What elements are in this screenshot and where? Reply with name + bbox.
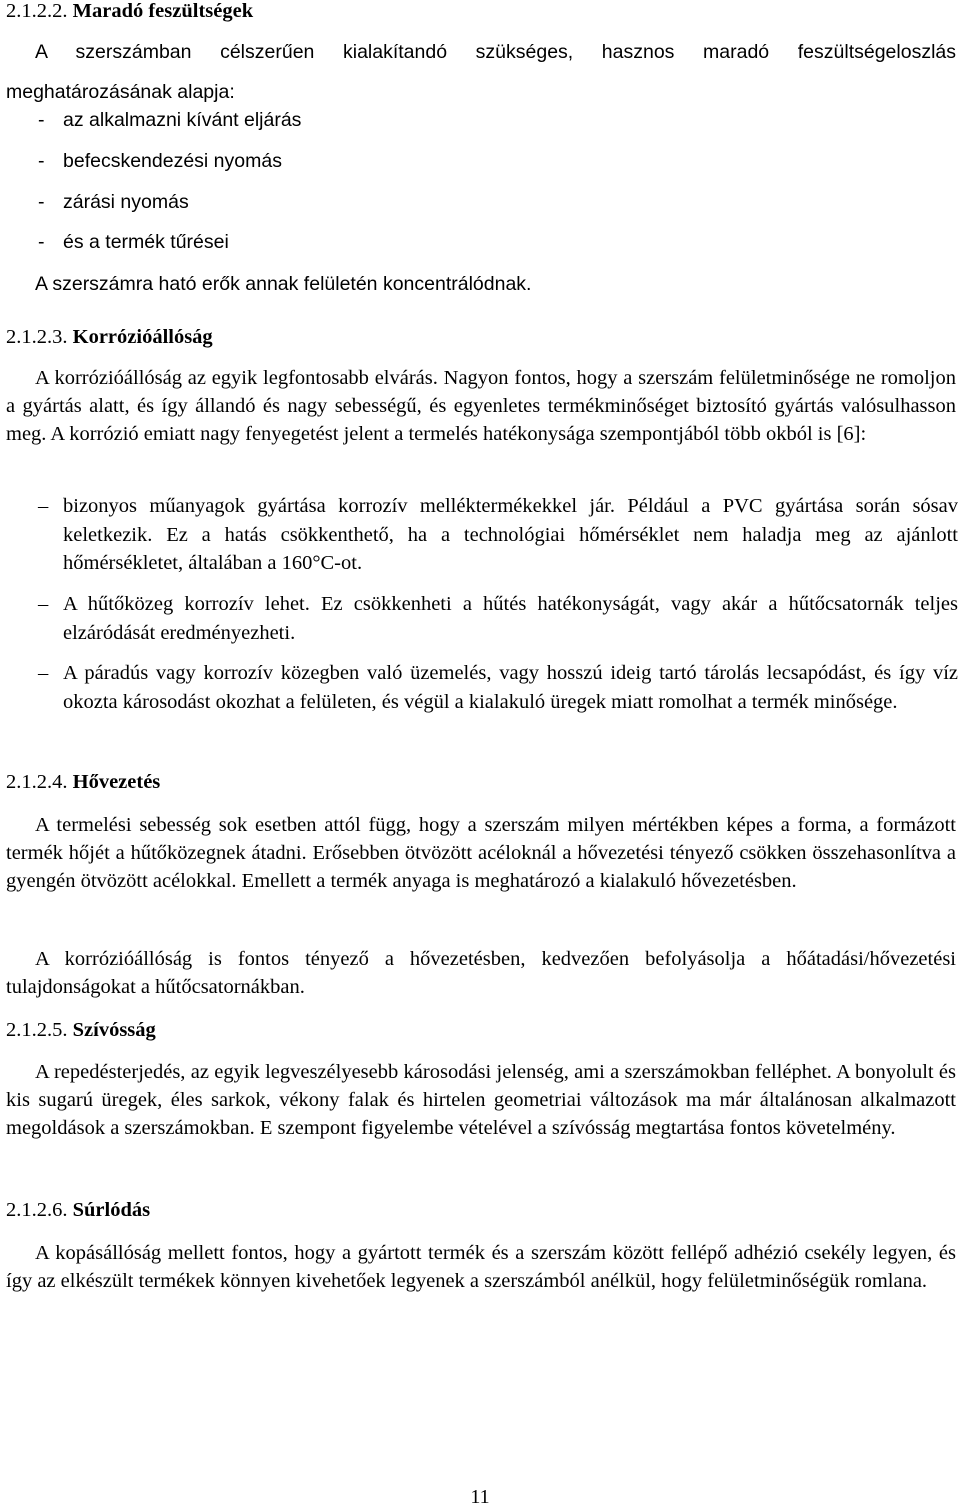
bullet-dash: – [38,662,49,684]
paragraph-toughness: A repedésterjedés, az egyik legveszélyesebb károsodási jelenség, ami a szerszámokban felléphet. A bonyolult és kis sugarú üregek, éles sarkok, vékony falak és hirtelen geometriai változások ma már általánosan alkalmazott megoldások a szerszámokban. E szempont figyelembe vételével a szívósság megtartása fontos követelmény. [6,1061,956,1139]
bullet-dash: - [38,109,45,131]
section-heading-residual-stress [6,0,253,23]
section-heading-toughness [6,1019,156,1042]
paragraph-intro: A szerszámban célszerűen kialakítandó szükséges, hasznos maradó feszültségeloszlás meghatározásának alapja: [6,41,956,103]
list-item-text: az alkalmazni kívánt eljárás [63,109,302,131]
list-item-text: és a termék tűrései [63,231,229,253]
bullet-dash: – [38,593,49,615]
page-number: 11 [470,1486,490,1508]
section-number: 2.1.2.6. [6,1199,68,1221]
section-number: 2.1.2.5. [6,1019,68,1041]
section-title: Súrlódás [72,1199,151,1221]
list-item-text: bizonyos műanyagok gyártása korrozív melléktermékekkel jár. Például a PVC gyártása során sósav keletkezik. Ez a hatás csökkenthető, ha a technológiai hőmérséklet nem haladja meg az ajánlott hőmérsékletet, általában a 160°C-ot. [63,495,958,574]
paragraph-corrosion: A korrózióállóság az egyik legfontosabb elvárás. Nagyon fontos, hogy a szerszám felületminősége ne romoljon a gyártás alatt, és így állandó és nagy sebességű, és egyenletes termékminőséget biztosító gyártás valósulhasson meg. A korrózió emiatt nagy fenyegetést jelent a termelés hatékonysága szempontjából több okból is [6]: [6,367,956,445]
paragraph-closing: A szerszámra ható erők annak felületén koncentrálódnak. [35,273,532,295]
section-number: 2.1.2.3. [6,326,68,348]
paragraph-friction: A kopásállóság mellett fontos, hogy a gyártott termék és a szerszám között fellépő adhézió csekély legyen, és így az elkészült termékek könnyen kivehetőek legyenek a szerszámból anélkül, hogy felületminőségük romlana. [6,1242,956,1292]
section-title: Maradó feszültségek [72,0,254,22]
paragraph-heat-conduction-2: A korrózióállóság is fontos tényező a hővezetésben, kedvezően befolyásolja a hőátadási/hővezetési tulajdonságokat a hűtőcsatornákban. [6,948,956,998]
section-heading-friction [6,1199,150,1222]
list-item-text: befecskendezési nyomás [63,150,282,172]
list-item-text: zárási nyomás [63,191,189,213]
section-title: Korrózióállóság [72,326,213,348]
bullet-dash: - [38,191,45,213]
list-item-text: A páradús vagy korrozív közegben való üzemelés, vagy hosszú ideig tartó tárolás lecsapódást, és így víz okozta károsodást okozhat a felületen, és végül a kialakuló üregek miatt romolhat a termék minősége. [63,662,958,713]
bullet-dash: – [38,495,49,517]
list-item-text: A hűtőközeg korrozív lehet. Ez csökkenheti a hűtés hatékonyságát, vagy akár a hűtőcsatornák teljes elzáródását eredményezheti. [63,593,958,644]
paragraph-heat-conduction-1: A termelési sebesség sok esetben attól függ, hogy a szerszám milyen mértékben képes a forma, a formázott termék hőjét a hűtőközegnek átadni. Erősebben ötvözött acéloknál a hővezetési tényező csökken összehasonlítva a gyengén ötvözött acélokkal. Emellett a termék anyaga is meghatározó a kialakuló hővezetésben. [6,814,956,892]
bullet-dash: - [38,150,45,172]
section-number: 2.1.2.2. [6,0,68,22]
section-title: Szívósság [72,1019,156,1041]
section-heading-heat-conduction [6,771,160,794]
section-heading-corrosion [6,326,213,349]
section-title: Hővezetés [72,771,161,793]
section-number: 2.1.2.4. [6,771,68,793]
bullet-dash: - [38,231,45,253]
